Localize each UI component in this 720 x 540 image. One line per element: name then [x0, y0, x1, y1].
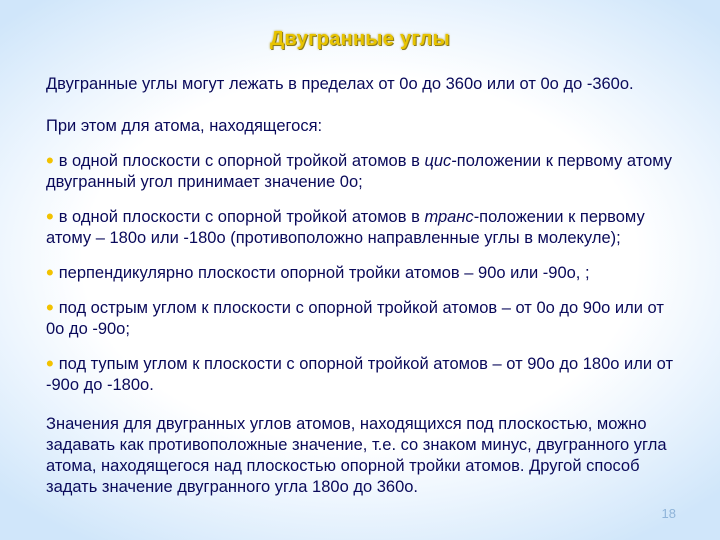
- bullet-text-after: -положении к первому атому двугранный угол принимает значение 0о;: [46, 152, 673, 191]
- bullet-icon: •: [46, 351, 54, 376]
- bullet-text-em: цис: [424, 152, 452, 170]
- bullet-text-before: в одной плоскости с опорной тройкой атомов в: [58, 208, 425, 226]
- lead-paragraph: При этом для атома, находящегося:: [46, 117, 323, 135]
- bullet-text: перпендикулярно плоскости опорной тройки атомов – 90о или -90о, ;: [58, 264, 590, 282]
- bullet-item-acute: [46, 295, 682, 340]
- slide-body: [46, 74, 682, 498]
- bullet-icon: •: [46, 148, 54, 173]
- final-paragraph: Значения для двугранных углов атомов, находящихся под плоскостью, можно задавать как противоположные значение, т.е. со знаком минус, двугранного угла атома, находящегося над плоскостью опорной тройки атомов. Другой способ задать значение двугранного угла 180о до 360о.: [46, 415, 667, 496]
- bullet-text-before: в одной плоскости с опорной тройкой атомов в: [58, 152, 425, 170]
- bullet-item-obtuse: [46, 351, 682, 396]
- bullet-text: под острым углом к плоскости с опорной тройкой атомов – от 0о до 90о или от 0о до -90о;: [46, 299, 664, 338]
- bullet-icon: •: [46, 204, 54, 229]
- slide-title: Двугранные углы: [270, 28, 450, 50]
- bullet-item-cis: [46, 148, 682, 193]
- page-number: 18: [661, 506, 676, 521]
- bullet-text-after: -положении к первому атому – 180о или -180о (противоположно направленные углы в молекуле);: [46, 208, 645, 247]
- bullet-text: под тупым углом к плоскости с опорной тройкой атомов – от 90о до 180о или от -90о до -180о.: [46, 355, 674, 394]
- bullet-icon: •: [46, 295, 54, 320]
- intro-paragraph: Двугранные углы могут лежать в пределах от 0о до 360о или от 0о до -360о.: [46, 75, 634, 93]
- bullet-item-perpendicular: [46, 260, 682, 285]
- bullet-item-trans: [46, 204, 682, 249]
- bullet-icon: •: [46, 260, 54, 285]
- bullet-text-em: транс: [424, 208, 474, 226]
